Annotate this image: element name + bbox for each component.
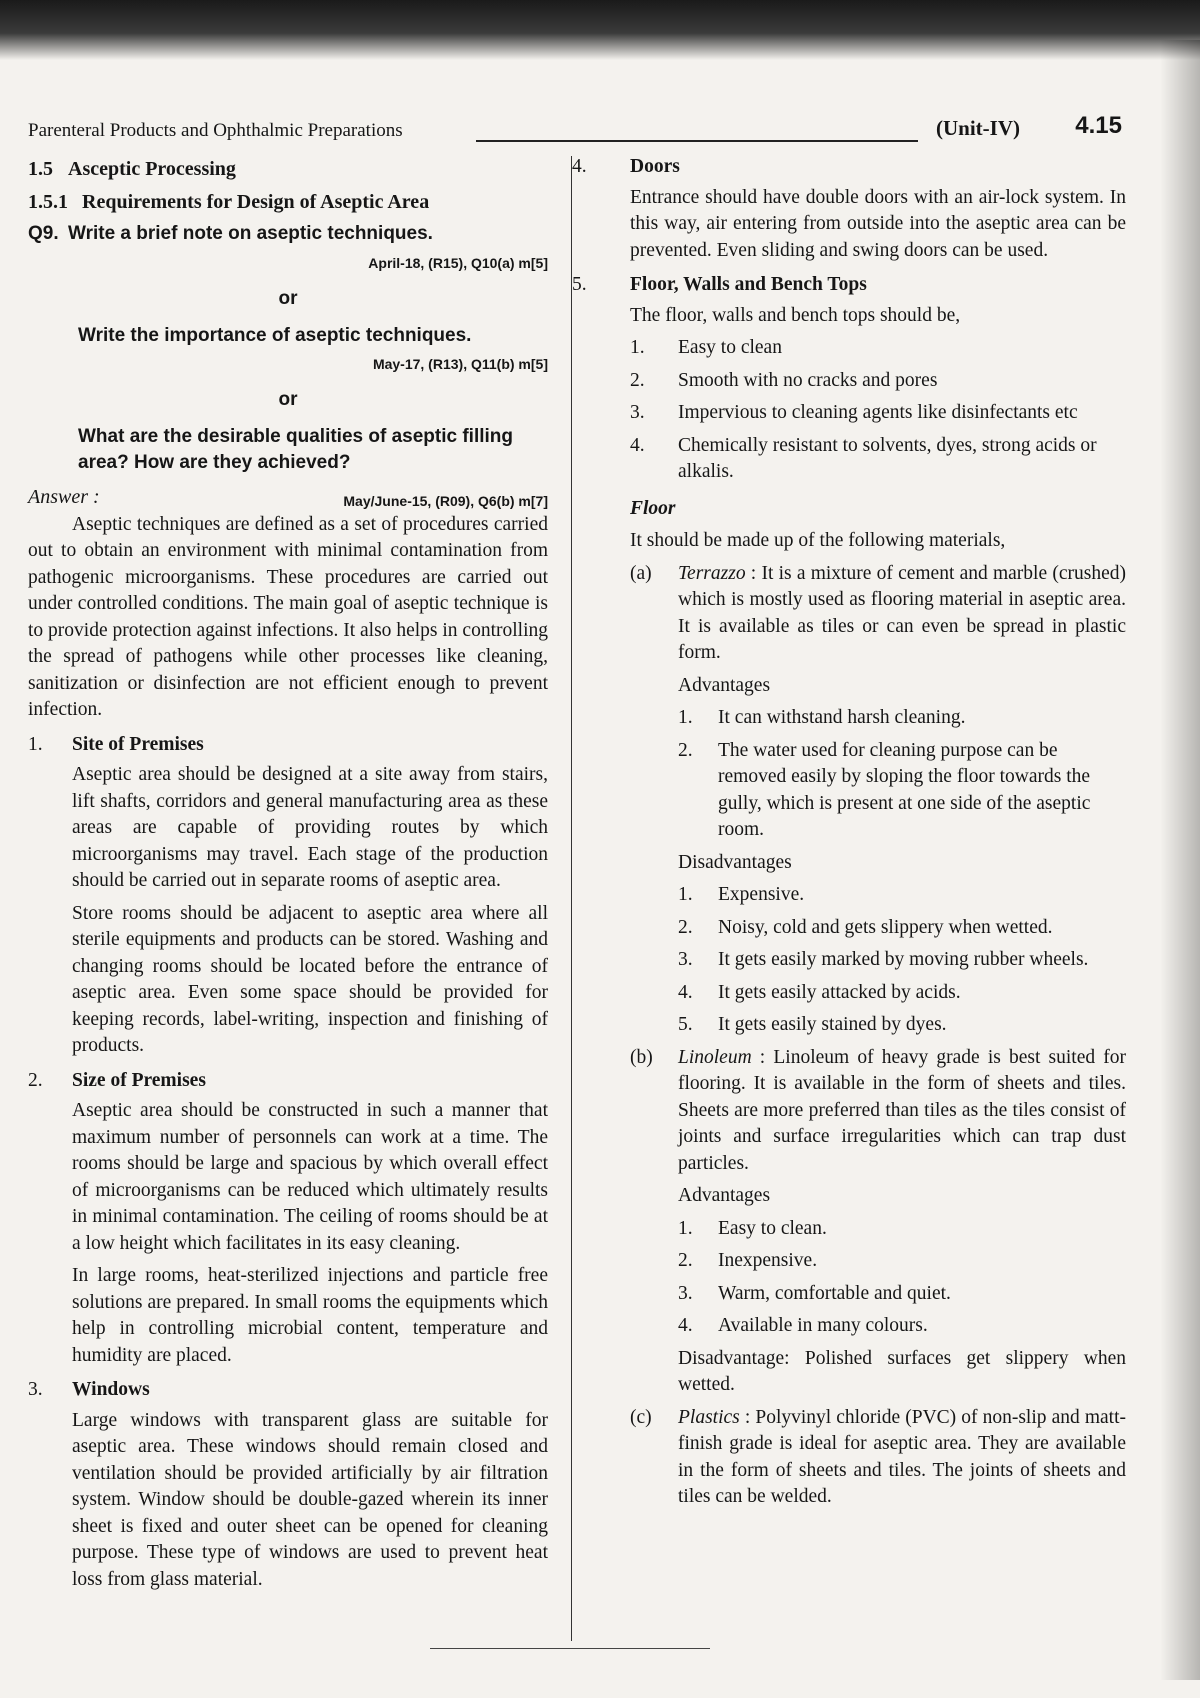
paragraph: In large rooms, heat-sterilized injections and particle free solutions are prepared. In small rooms the equipments which help in controlling microbial content, temperature and humidity are placed. xyxy=(72,1265,548,1366)
running-header xyxy=(28,112,1138,152)
question-2: Write the importance of aseptic techniques. xyxy=(78,324,472,346)
header-rule xyxy=(476,140,918,142)
list-item xyxy=(678,1216,1126,1243)
list-text: Inexpensive. xyxy=(718,1250,818,1271)
item-heading: 5. Floor, Walls and Bench Tops xyxy=(630,272,1126,299)
list-number: 3. xyxy=(630,402,645,423)
list-number: 3. xyxy=(678,949,693,970)
floor-heading: Floor xyxy=(630,497,676,519)
list-number: 1. xyxy=(678,707,693,728)
unit-label: (Unit-IV) xyxy=(936,116,1020,140)
list-item xyxy=(630,335,1126,362)
material-description: : It is a mixture of cement and marble (crushed) which is mostly used as flooring material in aseptic area. It is available as tiles or can even be spread in plastic form. xyxy=(678,562,1126,663)
list-text: Available in many colours. xyxy=(718,1315,928,1336)
left-column xyxy=(28,154,548,1599)
advantages-list xyxy=(678,705,1126,844)
item-heading xyxy=(28,732,548,759)
material-plastics xyxy=(630,1405,1126,1511)
material-name: Linoleum xyxy=(678,1046,752,1068)
material-linoleum xyxy=(630,1045,1126,1178)
list-item xyxy=(630,400,1126,427)
disadvantages-label: Disadvantages xyxy=(678,851,792,873)
list-number: 2. xyxy=(678,739,693,761)
list-number: 1. xyxy=(678,1217,693,1239)
material-letter: (c) xyxy=(630,1406,652,1428)
subsection-number: 1.5.1 xyxy=(28,190,68,213)
list-number: 4. xyxy=(630,434,645,456)
list-item xyxy=(678,1313,1126,1340)
list-number: 3. xyxy=(678,1282,693,1304)
page-edge-shadow xyxy=(1160,40,1200,1680)
item-title: Floor, Walls and Bench Tops xyxy=(630,274,867,295)
item-number: 2. xyxy=(28,1069,43,1091)
paragraph: Large windows with transparent glass are suitable for aseptic area. These windows should remain closed and ventilation should be provided artificially by air filtration system. Window should be double-gazed wherein its inner sheet is fixed and outer sheet can be opened for cleaning purpose. These type of windows are used to prevent heat loss from glass material. xyxy=(72,1409,548,1590)
list-text: Chemically resistant to solvents, dyes, strong acids or alkalis. xyxy=(678,434,1097,482)
exam-reference: May-17, (R13), Q11(b) m[5] xyxy=(372,355,548,372)
paragraph: It should be made up of the following materials, xyxy=(630,530,1006,551)
item-heading: 4. Doors xyxy=(630,154,1126,181)
item-title: Windows xyxy=(72,1379,150,1400)
list-text: Impervious to cleaning agents like disinfectants etc xyxy=(678,402,1078,423)
list-item xyxy=(678,915,1126,942)
right-column xyxy=(572,154,1126,1515)
item-heading xyxy=(28,1068,548,1095)
list-number: 1. xyxy=(630,337,645,358)
exam-reference: April-18, (R15), Q10(a) m[5] xyxy=(368,254,548,271)
material-terrazzo xyxy=(630,561,1126,667)
list-item xyxy=(678,1248,1126,1275)
material-name: Terrazzo xyxy=(678,562,746,584)
paragraph: Entrance should have double doors with an air-lock system. In this way, air entering from outside into the aseptic area can be prevented. Even sliding and swing doors can be used. xyxy=(630,186,1126,261)
list-item xyxy=(678,738,1126,844)
answer-label: Answer : xyxy=(28,485,100,508)
answer-row xyxy=(28,484,548,512)
list-text: Warm, comfortable and quiet. xyxy=(718,1282,951,1304)
list-text: Easy to clean xyxy=(678,337,782,358)
list-item xyxy=(678,882,1126,909)
list-number: 1. xyxy=(678,884,693,905)
list-item xyxy=(630,368,1126,395)
list-text: Easy to clean. xyxy=(718,1217,827,1239)
paragraph: Store rooms should be adjacent to aseptic area where all sterile equipments and products can be stored. Washing and changing rooms should be located before the entrance of aseptic area. Even some space should be provided for keeping records, label-writing, inspection and finishing of products. xyxy=(72,902,548,1056)
property-list xyxy=(630,335,1126,486)
column-divider xyxy=(571,156,572,1641)
list-number: 2. xyxy=(630,369,645,391)
page-top-shadow xyxy=(0,0,1200,60)
question-3: What are the desirable qualities of aseptic filling area? How are they achieved? xyxy=(78,425,513,473)
intro-paragraph: Aseptic techniques are defined as a set of procedures carried out to obtain an environment with minimal contamination from pathogenic microorganisms. These procedures are carried out under controlled conditions. The main goal of aseptic technique is to provide protection against infections. It also helps in controlling the spread of pathogens while other processes like cleaning, sanitization or disinfection are not efficient enough to prevent infection. xyxy=(28,513,548,720)
section-number: 1.5 xyxy=(28,158,53,180)
list-text: It gets easily attacked by acids. xyxy=(718,981,961,1003)
list-text: Smooth with no cracks and pores xyxy=(678,369,938,391)
subsection-title: Requirements for Design of Aseptic Area xyxy=(82,190,430,213)
book-title: Parenteral Products and Ophthalmic Preparations xyxy=(28,120,403,141)
exam-reference: May/June-15, (R09), Q6(b) m[7] xyxy=(343,492,548,509)
or-separator: or xyxy=(278,389,298,410)
list-item xyxy=(678,1281,1126,1308)
question-number: Q9. xyxy=(28,223,59,244)
section-title: Asceptic Processing xyxy=(68,158,236,180)
item-title: Doors xyxy=(630,156,680,177)
list-text: Expensive. xyxy=(718,884,805,905)
or-separator: or xyxy=(278,288,298,309)
disadvantage-paragraph: Disadvantage: Polished surfaces get slippery when wetted. xyxy=(678,1347,1126,1395)
list-text: It gets easily stained by dyes. xyxy=(718,1014,947,1035)
list-number: 2. xyxy=(678,916,693,938)
list-text: The water used for cleaning purpose can be removed easily by sloping the floor towards the gully, which is present at one side of the aseptic room. xyxy=(718,739,1091,840)
advantages-list xyxy=(678,1216,1126,1340)
disadvantages-list xyxy=(678,882,1126,1039)
list-text: Noisy, cold and gets slippery when wetted. xyxy=(718,916,1053,938)
footer-rule xyxy=(430,1648,710,1649)
item-title: Site of Premises xyxy=(72,733,204,755)
list-item xyxy=(678,1012,1126,1039)
advantages-label: Advantages xyxy=(678,674,771,696)
item-number: 3. xyxy=(28,1379,43,1400)
list-number: 4. xyxy=(678,1315,693,1336)
paragraph: Aseptic area should be designed at a site away from stairs, lift shafts, corridors and general manufacturing area as these areas are capable of providing routes by which microorganisms may travel. Each stage of the production should be carried out in separate rooms of aseptic area. xyxy=(72,764,548,891)
page-number: 4.15 xyxy=(1075,112,1122,139)
section-heading xyxy=(28,156,548,183)
item-number: 1. xyxy=(28,733,43,755)
paragraph: The floor, walls and bench tops should be, xyxy=(630,304,961,326)
list-text: It gets easily marked by moving rubber wheels. xyxy=(718,949,1089,970)
list-item xyxy=(630,433,1126,486)
question-1 xyxy=(28,221,548,248)
material-letter: (a) xyxy=(630,562,652,584)
list-number: 4. xyxy=(678,981,693,1003)
subsection-heading xyxy=(28,189,548,216)
list-item xyxy=(678,980,1126,1007)
paragraph: Aseptic area should be constructed in such a manner that maximum number of personnels can work at a time. The rooms should be large and spacious by which overall effect of microorganisms can be reduced which ultimately results in minimal contamination. The ceiling of rooms should be at a low height which facilitates in its easy cleaning. xyxy=(72,1100,548,1254)
list-item xyxy=(678,947,1126,974)
material-description: : Polyvinyl chloride (PVC) of non-slip and matt-finish grade is ideal for aseptic area. They are available in the form of sheets and tiles. The joints of sheets and tiles can be welded. xyxy=(678,1406,1126,1507)
list-text: It can withstand harsh cleaning. xyxy=(718,707,966,728)
list-item xyxy=(678,705,1126,732)
item-heading xyxy=(28,1377,548,1404)
material-description: : Linoleum of heavy grade is best suited for flooring. It is available in the form of sheets and tiles. Sheets are more preferred than tiles as the tiles consist of joints and surface irregularities which can trap dust particles. xyxy=(678,1046,1126,1174)
material-name: Plastics xyxy=(678,1406,740,1428)
list-number: 5. xyxy=(678,1014,693,1035)
material-letter: (b) xyxy=(630,1046,653,1068)
list-number: 2. xyxy=(678,1250,693,1271)
question-text: Write a brief note on aseptic techniques. xyxy=(68,223,433,244)
item-title: Size of Premises xyxy=(72,1069,206,1091)
advantages-label: Advantages xyxy=(678,1185,771,1206)
